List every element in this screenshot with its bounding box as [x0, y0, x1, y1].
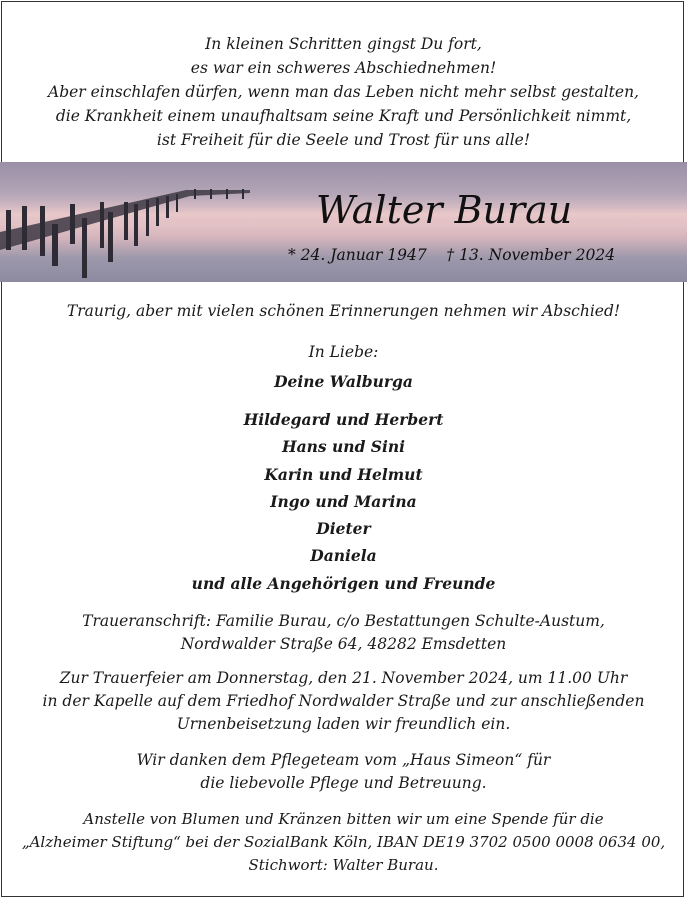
life-dates: * 24. Januar 1947 † 13. November 2024	[288, 246, 616, 264]
family-member: Hans und Sini	[281, 437, 406, 457]
ceremony-line: Zur Trauerfeier am Donnerstag, den 21. November 2024, um 11.00 Uhr	[59, 669, 628, 687]
donation-request	[0, 808, 687, 877]
mourning-address	[0, 610, 687, 656]
donation-line: Anstelle von Blumen und Kränzen bitten wir um eine Spende für die	[83, 810, 604, 828]
donation-line: „Alzheimer Stiftung“ bei der SozialBank Köln, IBAN DE19 3702 0500 0008 0634 00,	[21, 833, 666, 851]
poem-line: es war ein schweres Abschiednehmen!	[190, 59, 497, 77]
ceremony-line: Urnenbeisetzung laden wir freundlich ein.	[176, 715, 511, 733]
family-member: und alle Angehörigen und Freunde	[191, 573, 496, 593]
address-line: Traueranschrift: Familie Burau, c/o Bestattungen Schulte-Austum,	[82, 612, 605, 630]
poem-line: ist Freiheit für die Seele und Trost für uns alle!	[156, 131, 531, 149]
poem-line: die Krankheit einem unaufhaltsam seine Kraft und Persönlichkeit nimmt,	[55, 107, 632, 125]
thanks-line: Wir danken dem Pflegeteam vom „Haus Simeon“ für	[136, 751, 551, 769]
poem-line: In kleinen Schritten gingst Du fort,	[205, 35, 482, 53]
ceremony-line: in der Kapelle auf dem Friedhof Nordwalder Straße und zur anschließenden	[42, 692, 645, 710]
farewell-text: Traurig, aber mit vielen schönen Erinnerungen nehmen wir Abschied!	[66, 302, 621, 320]
in-love-label: In Liebe:	[308, 343, 379, 361]
thanks-text	[0, 749, 687, 795]
thanks-line: die liebevolle Pflege und Betreuung.	[200, 774, 487, 792]
family-member: Hildegard und Herbert	[243, 410, 444, 429]
address-line: Nordwalder Straße 64, 48282 Emsdetten	[180, 635, 507, 653]
spouse-name: Deine Walburga	[274, 372, 413, 391]
family-member: Karin und Helmut	[264, 464, 423, 484]
deceased-name: Walter Burau	[316, 188, 573, 232]
family-list	[0, 406, 687, 597]
family-member: Ingo und Marina	[270, 491, 417, 511]
poem-line: Aber einschlafen dürfen, wenn man das Leben nicht mehr selbst gestalten,	[48, 83, 639, 101]
ceremony-info	[0, 667, 687, 736]
poem	[0, 32, 687, 152]
family-member: Dieter	[316, 519, 371, 539]
donation-line: Stichwort: Walter Burau.	[248, 856, 439, 874]
family-member: Daniela	[310, 546, 377, 566]
